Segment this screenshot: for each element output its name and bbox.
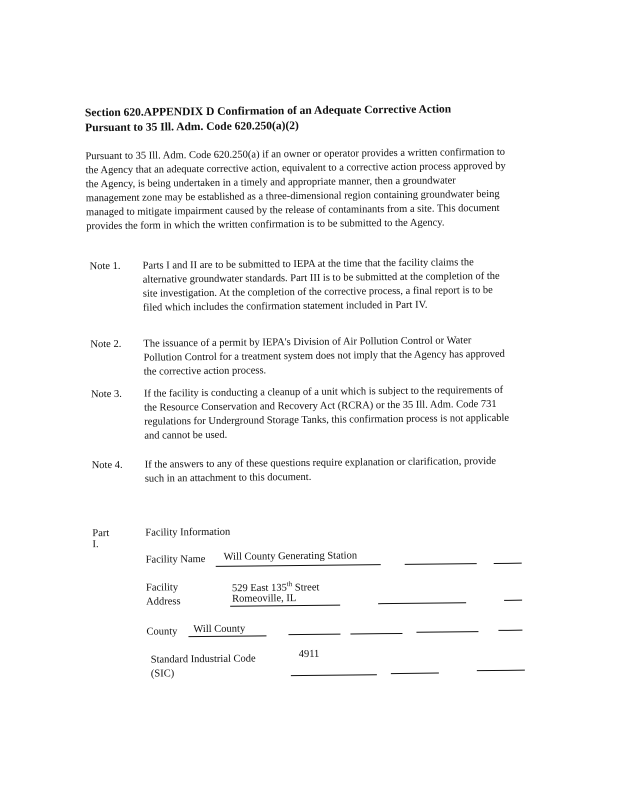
section-title: Section 620.APPENDIX D Confirmation of an Adequate Corrective Action [84, 103, 452, 120]
address-underline [230, 605, 340, 607]
address-line-2: Romeoville, IL [232, 593, 297, 605]
part-label: Part I. [92, 528, 110, 551]
note-1 [89, 256, 530, 314]
section-heading [85, 102, 525, 137]
note-text: If the answers to any of these questions require explanation or clarification, provide such in an attachment to this document. [144, 455, 497, 485]
sic-value: 4911 [298, 648, 320, 661]
blank-underline [350, 633, 402, 635]
facility-name-value: Will County Generating Station [223, 550, 358, 563]
county-label: County [146, 626, 178, 638]
note-label: Note 4. [91, 459, 123, 472]
note-label: Note 2. [90, 338, 122, 351]
blank-underline [416, 631, 478, 633]
note-label: Note 3. [90, 388, 122, 401]
sic-underline [291, 674, 377, 676]
note-text: The issuance of a permit by IEPA's Division of Air Pollution Control or Water Pollution Control for a treatment system does not imply that the Agency has approved the corrective action process. [143, 335, 505, 378]
facility-address-label-2: Address [146, 596, 181, 608]
blank-underline [288, 634, 340, 636]
blank-underline [504, 600, 522, 601]
blank-underline [494, 563, 522, 564]
note-text: Parts I and II are to be submitted to IEPA at the time that the facility claims the alternative groundwater standards. Part III is to be submitted at the completion of the site investigation. At the completion of the corrective process, a final report is to be filed which includes the confirmation statement included in Part IV. [142, 257, 500, 314]
blank-underline [391, 673, 439, 675]
county-underline [188, 635, 266, 637]
note-label: Note 1. [89, 260, 121, 273]
county-value: Will County [193, 623, 246, 636]
sic-label-1: Standard Industrial Code [150, 653, 256, 666]
part-title: Facility Information [145, 526, 231, 539]
blank-underline [378, 602, 466, 604]
blank-underline [498, 630, 522, 631]
facility-address-label-1: Facility [145, 582, 179, 594]
note-2 [90, 334, 530, 378]
facility-name-label: Facility Name [145, 553, 206, 566]
address-line-1: 529 East 135th Street [231, 580, 320, 595]
blank-underline [405, 563, 477, 565]
note-3 [90, 384, 531, 442]
sic-label-2: (SIC) [150, 668, 175, 680]
blank-underline [477, 670, 525, 672]
note-text: If the facility is conducting a cleanup of a unit which is subject to the requirements of the Resource Conservation and Recovery Act (RCRA) or the 35 Ill. Adm. Code 731 regulations for Underground Storage Tanks, this confirmation process is not applicable and cannot be used. [143, 384, 510, 442]
note-4 [91, 455, 532, 485]
intro-paragraph: Pursuant to 35 Ill. Adm. Code 620.250(a) if an owner or operator provides a written confirmation to the Agency that an adequate corrective action, equivalent to a corrective action process approved by the Agency, is being undertaken in a timely and appropriate manner, then a groundwater management zone may be established as a three-dimensional region containing groundwater being managed to mitigate impairment caused by the release of contaminants from a site. This document provides the form in which the written confirmation is to be submitted to the Agency. [85, 146, 506, 233]
section-subtitle: Pursuant to 35 Ill. Adm. Code 620.250(a)(2) [85, 119, 299, 135]
